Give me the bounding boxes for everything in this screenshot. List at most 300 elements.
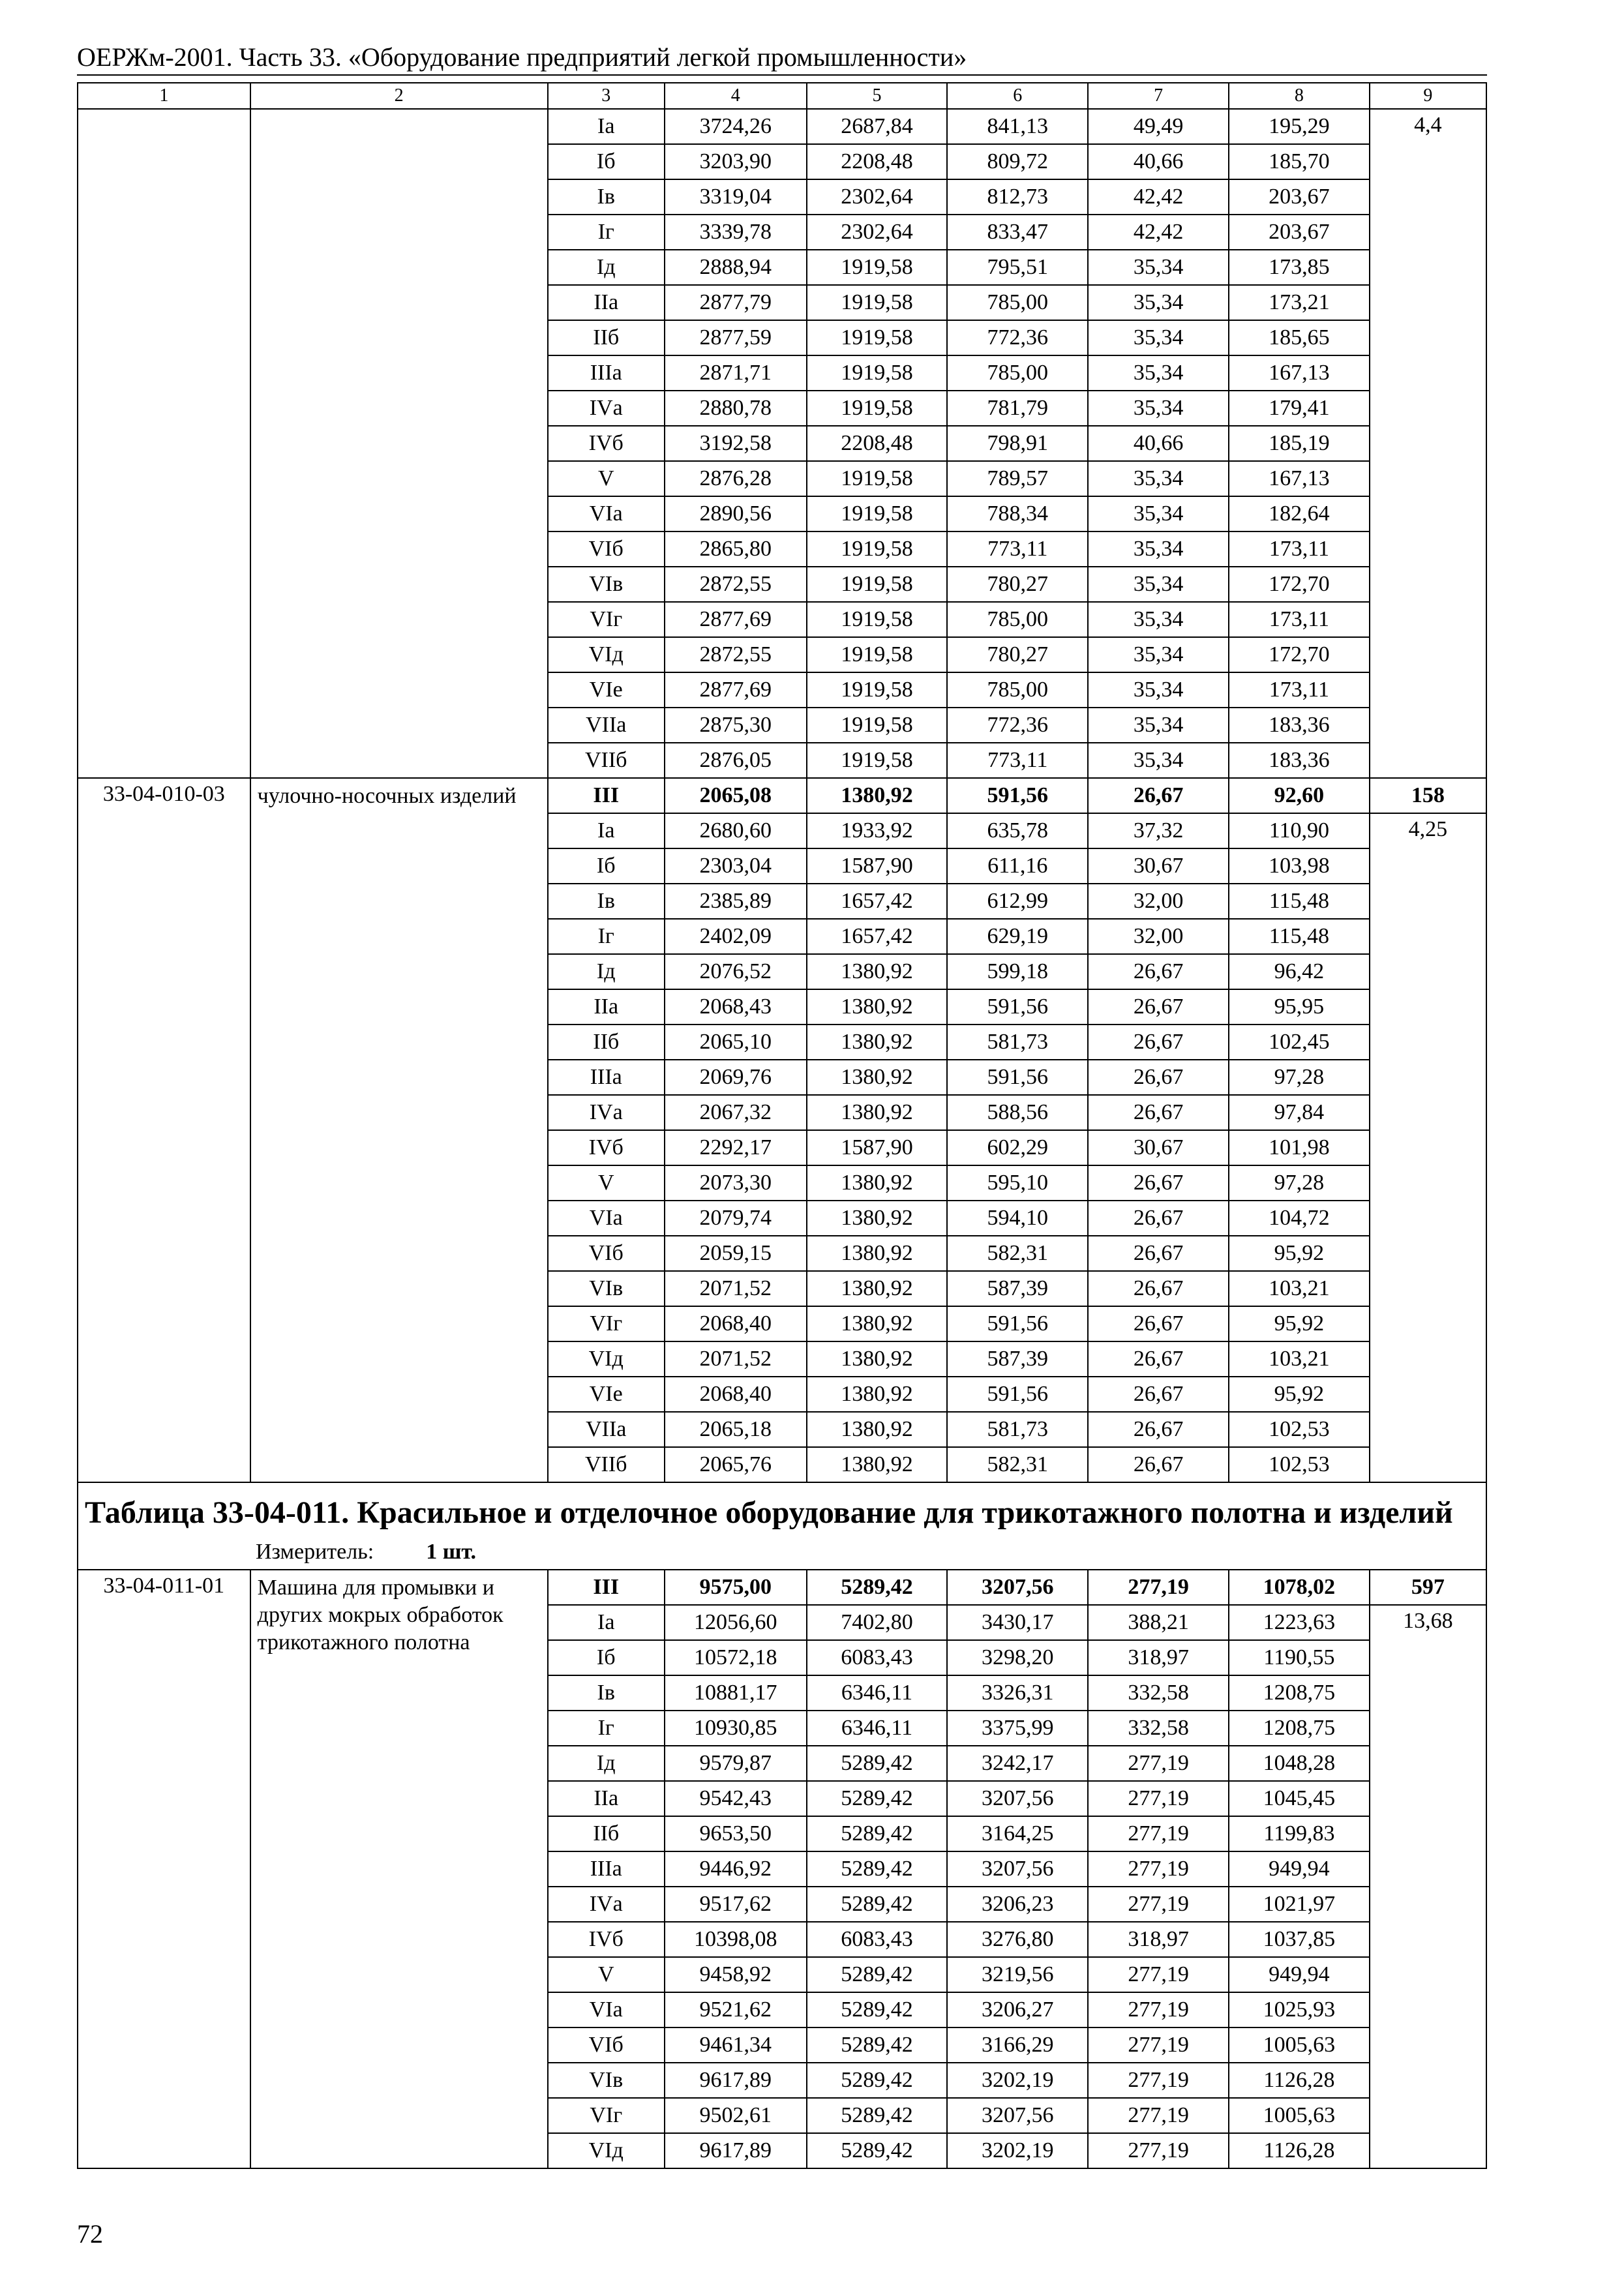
code-cell: 33-04-011-01 xyxy=(78,1570,250,2168)
value-cell: 179,41 xyxy=(1229,391,1370,426)
value-cell: 2385,89 xyxy=(665,884,807,919)
value-cell: 26,67 xyxy=(1088,1341,1229,1377)
value-cell: 95,92 xyxy=(1229,1377,1370,1412)
category-cell: VIб xyxy=(548,2027,665,2063)
category-cell: VIIа xyxy=(548,1412,665,1447)
category-cell: IIб xyxy=(548,1025,665,1060)
col9-cell: 158 xyxy=(1370,778,1486,813)
value-cell: 1126,28 xyxy=(1229,2133,1370,2168)
value-cell: 3206,27 xyxy=(947,1992,1088,2027)
value-cell: 115,48 xyxy=(1229,919,1370,954)
value-cell: 185,19 xyxy=(1229,426,1370,461)
value-cell: 97,28 xyxy=(1229,1060,1370,1095)
col9-cell: 4,4 xyxy=(1370,109,1486,778)
value-cell: 3207,56 xyxy=(947,2098,1088,2133)
value-cell: 780,27 xyxy=(947,637,1088,672)
value-cell: 203,67 xyxy=(1229,215,1370,250)
value-cell: 35,34 xyxy=(1088,391,1229,426)
value-cell: 2065,08 xyxy=(665,778,807,813)
value-cell: 96,42 xyxy=(1229,954,1370,989)
category-cell: VIа xyxy=(548,1992,665,2027)
value-cell: 1380,92 xyxy=(807,778,948,813)
value-cell: 35,34 xyxy=(1088,602,1229,637)
category-cell: V xyxy=(548,1957,665,1992)
value-cell: 9617,89 xyxy=(665,2133,807,2168)
value-cell: 42,42 xyxy=(1088,215,1229,250)
value-cell: 40,66 xyxy=(1088,426,1229,461)
value-cell: 172,70 xyxy=(1229,637,1370,672)
meter-line xyxy=(85,1538,1479,1566)
value-cell: 35,34 xyxy=(1088,461,1229,496)
value-cell: 103,21 xyxy=(1229,1271,1370,1306)
value-cell: 1208,75 xyxy=(1229,1675,1370,1711)
page-header: ОЕРЖм-2001. Часть 33. «Оборудование предприятий легкой промышленности» xyxy=(77,42,967,72)
value-cell: 9542,43 xyxy=(665,1781,807,1816)
value-cell: 2302,64 xyxy=(807,215,948,250)
value-cell: 1045,45 xyxy=(1229,1781,1370,1816)
value-cell: 318,97 xyxy=(1088,1640,1229,1675)
value-cell: 42,42 xyxy=(1088,179,1229,215)
value-cell: 1380,92 xyxy=(807,1447,948,1482)
value-cell: 3164,25 xyxy=(947,1816,1088,1851)
value-cell: 110,90 xyxy=(1229,813,1370,848)
value-cell: 635,78 xyxy=(947,813,1088,848)
value-cell: 9502,61 xyxy=(665,2098,807,2133)
value-cell: 2877,59 xyxy=(665,320,807,355)
category-cell: VIа xyxy=(548,496,665,531)
value-cell: 2871,71 xyxy=(665,355,807,391)
value-cell: 2067,32 xyxy=(665,1095,807,1130)
value-cell: 5289,42 xyxy=(807,1746,948,1781)
value-cell: 1919,58 xyxy=(807,531,948,567)
category-cell: VIб xyxy=(548,531,665,567)
value-cell: 2876,05 xyxy=(665,743,807,778)
value-cell: 1005,63 xyxy=(1229,2098,1370,2133)
value-cell: 10572,18 xyxy=(665,1640,807,1675)
value-cell: 2890,56 xyxy=(665,496,807,531)
value-cell: 101,98 xyxy=(1229,1130,1370,1165)
category-cell: IIIа xyxy=(548,355,665,391)
value-cell: 772,36 xyxy=(947,708,1088,743)
category-cell: Iв xyxy=(548,179,665,215)
value-cell: 1919,58 xyxy=(807,320,948,355)
value-cell: 183,36 xyxy=(1229,743,1370,778)
value-cell: 9617,89 xyxy=(665,2063,807,2098)
value-cell: 32,00 xyxy=(1088,884,1229,919)
value-cell: 9461,34 xyxy=(665,2027,807,2063)
category-cell: IIб xyxy=(548,320,665,355)
value-cell: 5289,42 xyxy=(807,2098,948,2133)
value-cell: 332,58 xyxy=(1088,1675,1229,1711)
table-body xyxy=(78,83,1486,2168)
value-cell: 167,13 xyxy=(1229,355,1370,391)
value-cell: 5289,42 xyxy=(807,1957,948,1992)
value-cell: 2073,30 xyxy=(665,1165,807,1201)
value-cell: 2065,10 xyxy=(665,1025,807,1060)
value-cell: 6346,11 xyxy=(807,1675,948,1711)
value-cell: 95,92 xyxy=(1229,1236,1370,1271)
value-cell: 2877,79 xyxy=(665,285,807,320)
value-cell: 2877,69 xyxy=(665,672,807,708)
value-cell: 781,79 xyxy=(947,391,1088,426)
value-cell: 2303,04 xyxy=(665,848,807,884)
value-cell: 3219,56 xyxy=(947,1957,1088,1992)
category-cell: Iг xyxy=(548,919,665,954)
value-cell: 1208,75 xyxy=(1229,1711,1370,1746)
category-cell: Iб xyxy=(548,144,665,179)
value-cell: 1380,92 xyxy=(807,1306,948,1341)
value-cell: 582,31 xyxy=(947,1236,1088,1271)
value-cell: 26,67 xyxy=(1088,1236,1229,1271)
category-cell: Iг xyxy=(548,215,665,250)
value-cell: 2065,18 xyxy=(665,1412,807,1447)
value-cell: 1380,92 xyxy=(807,954,948,989)
category-cell: VIе xyxy=(548,672,665,708)
value-cell: 949,94 xyxy=(1229,1957,1370,1992)
value-cell: 6083,43 xyxy=(807,1640,948,1675)
value-cell: 1657,42 xyxy=(807,919,948,954)
value-cell: 5289,42 xyxy=(807,1781,948,1816)
value-cell: 3242,17 xyxy=(947,1746,1088,1781)
category-cell: Iб xyxy=(548,848,665,884)
value-cell: 30,67 xyxy=(1088,1130,1229,1165)
value-cell: 26,67 xyxy=(1088,1201,1229,1236)
value-cell: 2292,17 xyxy=(665,1130,807,1165)
value-cell: 26,67 xyxy=(1088,1095,1229,1130)
value-cell: 95,92 xyxy=(1229,1306,1370,1341)
table-row-total xyxy=(78,778,1486,813)
value-cell: 2302,64 xyxy=(807,179,948,215)
value-cell: 35,34 xyxy=(1088,531,1229,567)
value-cell: 277,19 xyxy=(1088,2098,1229,2133)
value-cell: 182,64 xyxy=(1229,496,1370,531)
value-cell: 3207,56 xyxy=(947,1851,1088,1887)
value-cell: 1380,92 xyxy=(807,1025,948,1060)
value-cell: 1380,92 xyxy=(807,989,948,1025)
value-cell: 1380,92 xyxy=(807,1341,948,1377)
column-number: 9 xyxy=(1370,83,1486,109)
category-cell: VIд xyxy=(548,2133,665,2168)
table-row-total xyxy=(78,1570,1486,1605)
price-table xyxy=(77,82,1487,2169)
value-cell: 2865,80 xyxy=(665,531,807,567)
value-cell: 9458,92 xyxy=(665,1957,807,1992)
value-cell: 3430,17 xyxy=(947,1605,1088,1640)
value-cell: 5289,42 xyxy=(807,2063,948,2098)
code-cell xyxy=(78,109,250,778)
value-cell: 10930,85 xyxy=(665,1711,807,1746)
value-cell: 1037,85 xyxy=(1229,1922,1370,1957)
value-cell: 5289,42 xyxy=(807,1992,948,2027)
value-cell: 26,67 xyxy=(1088,1025,1229,1060)
table-row xyxy=(78,109,1486,144)
value-cell: 9575,00 xyxy=(665,1570,807,1605)
value-cell: 9521,62 xyxy=(665,1992,807,2027)
value-cell: 35,34 xyxy=(1088,496,1229,531)
value-cell: 26,67 xyxy=(1088,1447,1229,1482)
value-cell: 277,19 xyxy=(1088,1781,1229,1816)
value-cell: 97,28 xyxy=(1229,1165,1370,1201)
value-cell: 2065,76 xyxy=(665,1447,807,1482)
value-cell: 798,91 xyxy=(947,426,1088,461)
category-cell: VIб xyxy=(548,1236,665,1271)
value-cell: 103,98 xyxy=(1229,848,1370,884)
value-cell: 277,19 xyxy=(1088,1957,1229,1992)
value-cell: 1380,92 xyxy=(807,1060,948,1095)
value-cell: 2876,28 xyxy=(665,461,807,496)
value-cell: 841,13 xyxy=(947,109,1088,144)
category-cell: VIг xyxy=(548,602,665,637)
value-cell: 3326,31 xyxy=(947,1675,1088,1711)
value-cell: 6346,11 xyxy=(807,1711,948,1746)
category-cell: VIа xyxy=(548,1201,665,1236)
value-cell: 1919,58 xyxy=(807,743,948,778)
column-number-row xyxy=(78,83,1486,109)
value-cell: 1380,92 xyxy=(807,1201,948,1236)
value-cell: 1587,90 xyxy=(807,848,948,884)
value-cell: 949,94 xyxy=(1229,1851,1370,1887)
value-cell: 26,67 xyxy=(1088,1060,1229,1095)
value-cell: 102,45 xyxy=(1229,1025,1370,1060)
value-cell: 3319,04 xyxy=(665,179,807,215)
value-cell: 812,73 xyxy=(947,179,1088,215)
category-cell: VIIб xyxy=(548,743,665,778)
section-title-cell xyxy=(78,1482,1486,1570)
value-cell: 1919,58 xyxy=(807,355,948,391)
category-cell: VIв xyxy=(548,567,665,602)
value-cell: 92,60 xyxy=(1229,778,1370,813)
value-cell: 12056,60 xyxy=(665,1605,807,1640)
category-cell: IIIа xyxy=(548,1851,665,1887)
value-cell: 277,19 xyxy=(1088,2063,1229,2098)
category-cell: III xyxy=(548,778,665,813)
value-cell: 1380,92 xyxy=(807,1095,948,1130)
value-cell: 2875,30 xyxy=(665,708,807,743)
value-cell: 2068,40 xyxy=(665,1377,807,1412)
category-cell: IIа xyxy=(548,1781,665,1816)
value-cell: 49,49 xyxy=(1088,109,1229,144)
value-cell: 1919,58 xyxy=(807,391,948,426)
value-cell: 185,65 xyxy=(1229,320,1370,355)
value-cell: 173,11 xyxy=(1229,672,1370,708)
value-cell: 809,72 xyxy=(947,144,1088,179)
value-cell: 2079,74 xyxy=(665,1201,807,1236)
value-cell: 277,19 xyxy=(1088,2027,1229,2063)
value-cell: 35,34 xyxy=(1088,743,1229,778)
value-cell: 277,19 xyxy=(1088,1887,1229,1922)
value-cell: 3206,23 xyxy=(947,1887,1088,1922)
page-number: 72 xyxy=(77,2219,103,2249)
value-cell: 318,97 xyxy=(1088,1922,1229,1957)
value-cell: 5289,42 xyxy=(807,1851,948,1887)
category-cell: VIIб xyxy=(548,1447,665,1482)
category-cell: VIв xyxy=(548,2063,665,2098)
value-cell: 10398,08 xyxy=(665,1922,807,1957)
value-cell: 789,57 xyxy=(947,461,1088,496)
name-cell: Машина для промывки и других мокрых обработок трикотажного полотна xyxy=(250,1570,548,2168)
value-cell: 173,21 xyxy=(1229,285,1370,320)
category-cell: IIб xyxy=(548,1816,665,1851)
value-cell: 785,00 xyxy=(947,602,1088,637)
value-cell: 5289,42 xyxy=(807,1570,948,1605)
value-cell: 30,67 xyxy=(1088,848,1229,884)
value-cell: 26,67 xyxy=(1088,1377,1229,1412)
value-cell: 2872,55 xyxy=(665,567,807,602)
value-cell: 780,27 xyxy=(947,567,1088,602)
value-cell: 6083,43 xyxy=(807,1922,948,1957)
value-cell: 277,19 xyxy=(1088,1992,1229,2027)
meter-value: 1 шт. xyxy=(426,1540,477,1564)
category-cell: Iа xyxy=(548,109,665,144)
value-cell: 2068,40 xyxy=(665,1306,807,1341)
value-cell: 1126,28 xyxy=(1229,2063,1370,2098)
code-cell: 33-04-010-03 xyxy=(78,778,250,1482)
value-cell: 3192,58 xyxy=(665,426,807,461)
value-cell: 35,34 xyxy=(1088,672,1229,708)
value-cell: 785,00 xyxy=(947,355,1088,391)
value-cell: 3202,19 xyxy=(947,2133,1088,2168)
value-cell: 173,11 xyxy=(1229,602,1370,637)
category-cell: VIд xyxy=(548,637,665,672)
value-cell: 332,58 xyxy=(1088,1711,1229,1746)
value-cell: 3375,99 xyxy=(947,1711,1088,1746)
section-title: Таблица 33-04-011. Красильное и отделочное оборудование для трикотажного полотна и изделий xyxy=(85,1495,1453,1530)
value-cell: 1021,97 xyxy=(1229,1887,1370,1922)
column-number: 2 xyxy=(250,83,548,109)
category-cell: IVа xyxy=(548,391,665,426)
category-cell: IVб xyxy=(548,1130,665,1165)
value-cell: 26,67 xyxy=(1088,1165,1229,1201)
value-cell: 3203,90 xyxy=(665,144,807,179)
category-cell: IIIа xyxy=(548,1060,665,1095)
value-cell: 1919,58 xyxy=(807,567,948,602)
value-cell: 591,56 xyxy=(947,1306,1088,1341)
column-number: 5 xyxy=(807,83,948,109)
value-cell: 26,67 xyxy=(1088,954,1229,989)
value-cell: 1919,58 xyxy=(807,602,948,637)
value-cell: 1380,92 xyxy=(807,1377,948,1412)
value-cell: 1587,90 xyxy=(807,1130,948,1165)
value-cell: 3298,20 xyxy=(947,1640,1088,1675)
value-cell: 3276,80 xyxy=(947,1922,1088,1957)
value-cell: 1919,58 xyxy=(807,461,948,496)
column-number: 3 xyxy=(548,83,665,109)
category-cell: VIг xyxy=(548,2098,665,2133)
value-cell: 2680,60 xyxy=(665,813,807,848)
value-cell: 26,67 xyxy=(1088,778,1229,813)
value-cell: 1933,92 xyxy=(807,813,948,848)
value-cell: 35,34 xyxy=(1088,250,1229,285)
value-cell: 1919,58 xyxy=(807,708,948,743)
value-cell: 277,19 xyxy=(1088,2133,1229,2168)
value-cell: 277,19 xyxy=(1088,1851,1229,1887)
value-cell: 26,67 xyxy=(1088,1412,1229,1447)
category-cell: Iд xyxy=(548,1746,665,1781)
value-cell: 1380,92 xyxy=(807,1412,948,1447)
value-cell: 2069,76 xyxy=(665,1060,807,1095)
value-cell: 104,72 xyxy=(1229,1201,1370,1236)
value-cell: 7402,80 xyxy=(807,1605,948,1640)
value-cell: 183,36 xyxy=(1229,708,1370,743)
value-cell: 26,67 xyxy=(1088,1306,1229,1341)
value-cell: 97,84 xyxy=(1229,1095,1370,1130)
value-cell: 1025,93 xyxy=(1229,1992,1370,2027)
value-cell: 788,34 xyxy=(947,496,1088,531)
value-cell: 587,39 xyxy=(947,1271,1088,1306)
value-cell: 3207,56 xyxy=(947,1570,1088,1605)
value-cell: 5289,42 xyxy=(807,1816,948,1851)
value-cell: 35,34 xyxy=(1088,285,1229,320)
value-cell: 115,48 xyxy=(1229,884,1370,919)
value-cell: 40,66 xyxy=(1088,144,1229,179)
category-cell: Iв xyxy=(548,884,665,919)
value-cell: 9579,87 xyxy=(665,1746,807,1781)
value-cell: 3339,78 xyxy=(665,215,807,250)
category-cell: VIе xyxy=(548,1377,665,1412)
value-cell: 277,19 xyxy=(1088,1570,1229,1605)
value-cell: 612,99 xyxy=(947,884,1088,919)
category-cell: VIг xyxy=(548,1306,665,1341)
value-cell: 591,56 xyxy=(947,1377,1088,1412)
value-cell: 2208,48 xyxy=(807,144,948,179)
col9-cell: 4,25 xyxy=(1370,813,1486,1482)
value-cell: 2068,43 xyxy=(665,989,807,1025)
value-cell: 9446,92 xyxy=(665,1851,807,1887)
value-cell: 587,39 xyxy=(947,1341,1088,1377)
col9-cell: 13,68 xyxy=(1370,1605,1486,2168)
value-cell: 26,67 xyxy=(1088,989,1229,1025)
value-cell: 277,19 xyxy=(1088,1816,1229,1851)
value-cell: 5289,42 xyxy=(807,1887,948,1922)
value-cell: 1190,55 xyxy=(1229,1640,1370,1675)
value-cell: 35,34 xyxy=(1088,708,1229,743)
value-cell: 1223,63 xyxy=(1229,1605,1370,1640)
value-cell: 185,70 xyxy=(1229,144,1370,179)
value-cell: 2208,48 xyxy=(807,426,948,461)
value-cell: 3202,19 xyxy=(947,2063,1088,2098)
value-cell: 773,11 xyxy=(947,531,1088,567)
value-cell: 602,29 xyxy=(947,1130,1088,1165)
value-cell: 95,95 xyxy=(1229,989,1370,1025)
value-cell: 167,13 xyxy=(1229,461,1370,496)
value-cell: 32,00 xyxy=(1088,919,1229,954)
value-cell: 277,19 xyxy=(1088,1746,1229,1781)
meter-label: Измеритель: xyxy=(256,1540,374,1564)
value-cell: 581,73 xyxy=(947,1412,1088,1447)
value-cell: 591,56 xyxy=(947,989,1088,1025)
value-cell: 37,32 xyxy=(1088,813,1229,848)
category-cell: V xyxy=(548,461,665,496)
value-cell: 195,29 xyxy=(1229,109,1370,144)
value-cell: 1005,63 xyxy=(1229,2027,1370,2063)
value-cell: 388,21 xyxy=(1088,1605,1229,1640)
column-number: 7 xyxy=(1088,83,1229,109)
category-cell: III xyxy=(548,1570,665,1605)
value-cell: 1199,83 xyxy=(1229,1816,1370,1851)
value-cell: 3724,26 xyxy=(665,109,807,144)
value-cell: 173,11 xyxy=(1229,531,1370,567)
value-cell: 35,34 xyxy=(1088,320,1229,355)
value-cell: 3207,56 xyxy=(947,1781,1088,1816)
category-cell: VIв xyxy=(548,1271,665,1306)
category-cell: VIIа xyxy=(548,708,665,743)
value-cell: 611,16 xyxy=(947,848,1088,884)
value-cell: 629,19 xyxy=(947,919,1088,954)
name-cell: чулочно-носочных изделий xyxy=(250,778,548,1482)
category-cell: Iа xyxy=(548,1605,665,1640)
value-cell: 2071,52 xyxy=(665,1341,807,1377)
value-cell: 1919,58 xyxy=(807,672,948,708)
